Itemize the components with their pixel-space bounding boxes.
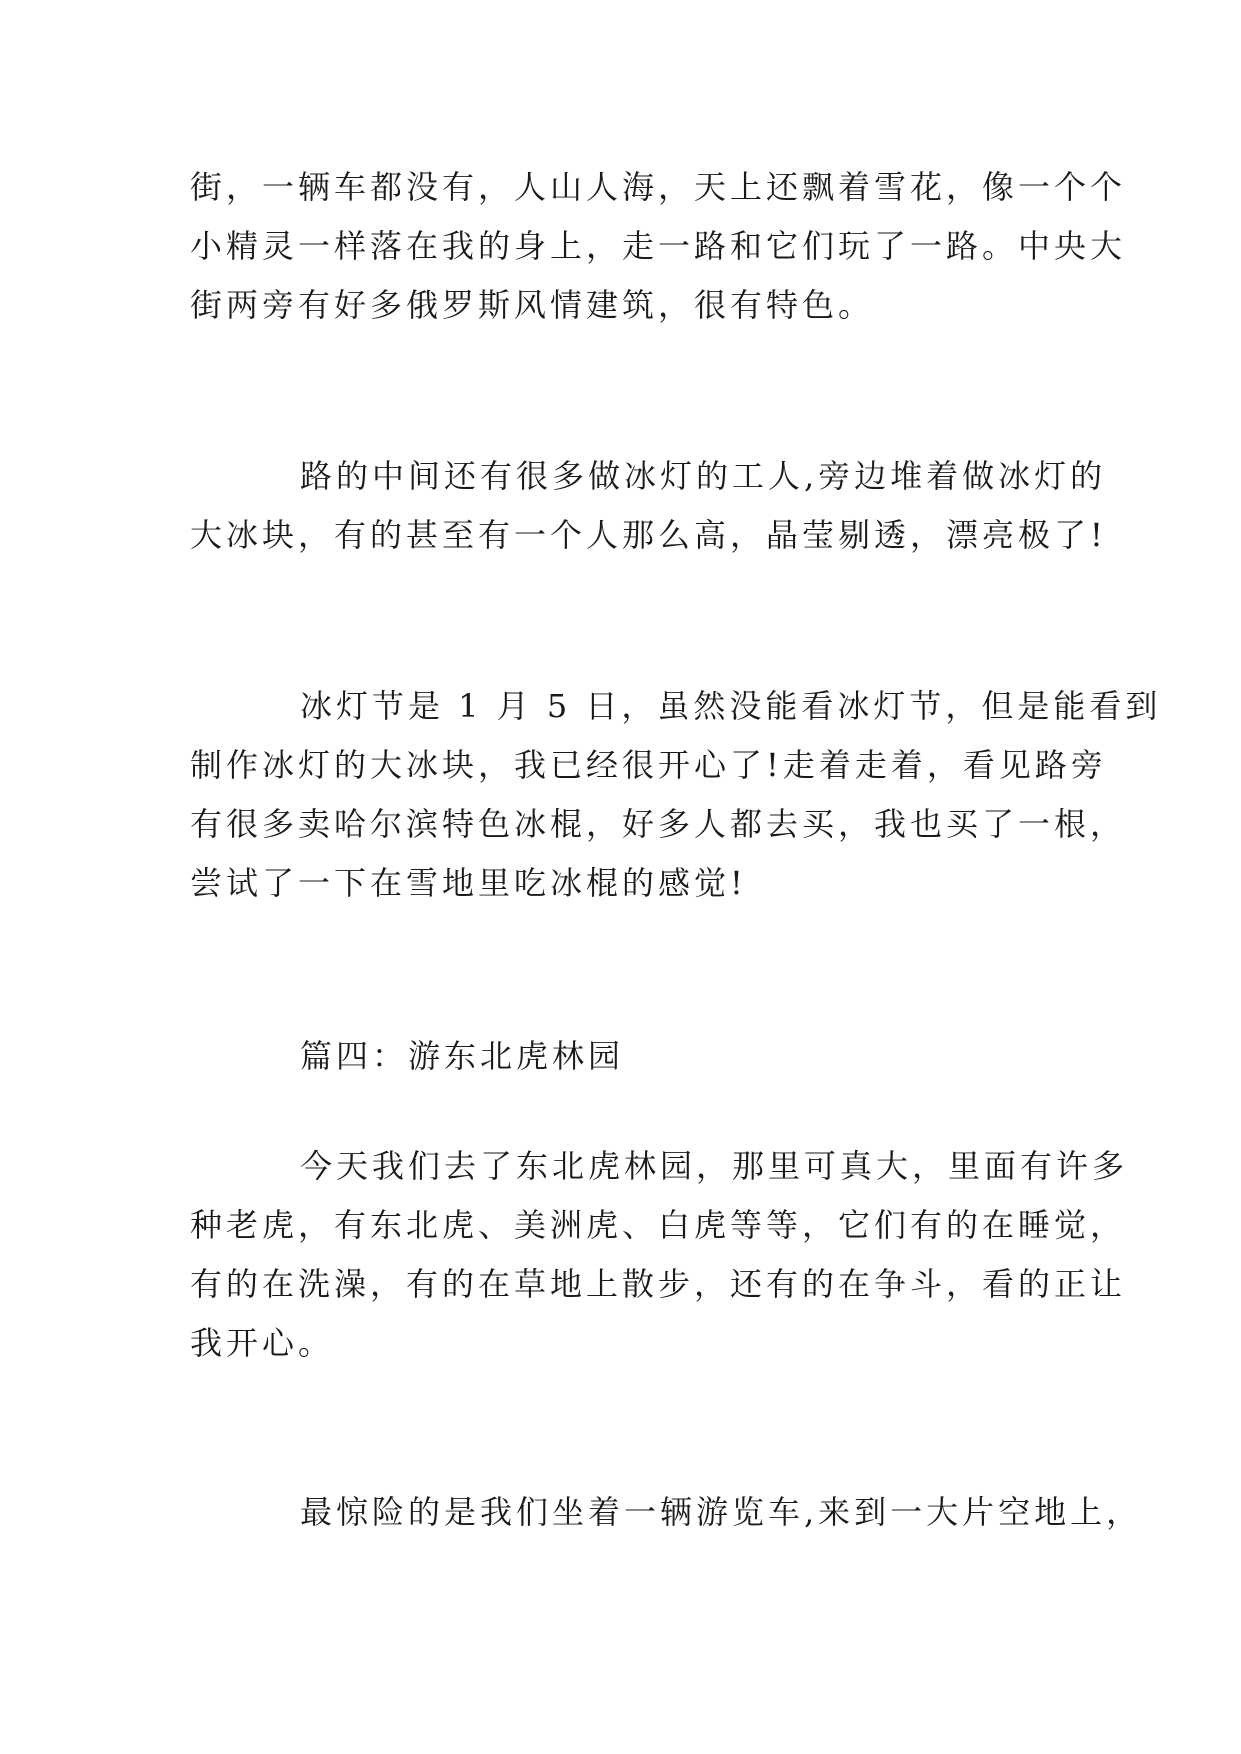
text-line: 尝试了一下在雪地里吃冰棍的感觉! xyxy=(190,864,747,902)
section-heading xyxy=(190,1027,1070,1086)
text-line: 有很多卖哈尔滨特色冰棍，好多人都去买，我也买了一根， xyxy=(190,805,1127,843)
paragraph-tour-bus xyxy=(190,1483,1143,1542)
paragraph-tiger-park xyxy=(190,1137,1129,1373)
text-line: 小精灵一样落在我的身上，走一路和它们玩了一路。中央大 xyxy=(190,227,1127,265)
text-line: 街两旁有好多俄罗斯风情建筑，很有特色。 xyxy=(190,286,875,324)
paragraph-central-street xyxy=(190,158,1127,335)
text-line: 今天我们去了东北虎林园，那里可真大，里面有许多 xyxy=(300,1147,1129,1185)
text-line: 制作冰灯的大冰块，我已经很开心了!走着走着，看见路旁 xyxy=(190,746,1107,784)
text-line: 冰灯节是 1 月 5 日，虽然没能看冰灯节，但是能看到 xyxy=(300,687,1162,725)
text-line: 种老虎，有东北虎、美洲虎、白虎等等，它们有的在睡觉， xyxy=(190,1206,1127,1244)
paragraph-ice-festival xyxy=(190,677,1162,913)
text-line: 有的在洗澡，有的在草地上散步，还有的在争斗，看的正让 xyxy=(190,1265,1127,1303)
text-line: 我开心。 xyxy=(190,1324,335,1362)
text-line: 街，一辆车都没有，人山人海，天上还飘着雪花，像一个个 xyxy=(190,168,1127,206)
heading-text: 篇四：游东北虎林园 xyxy=(300,1037,625,1075)
paragraph-ice-workers xyxy=(190,447,1107,565)
text-line: 最惊险的是我们坐着一辆游览车,来到一大片空地上， xyxy=(300,1493,1143,1531)
text-line: 路的中间还有很多做冰灯的工人,旁边堆着做冰灯的 xyxy=(300,457,1107,495)
text-line: 大冰块，有的甚至有一个人那么高，晶莹剔透，漂亮极了! xyxy=(190,516,1107,554)
